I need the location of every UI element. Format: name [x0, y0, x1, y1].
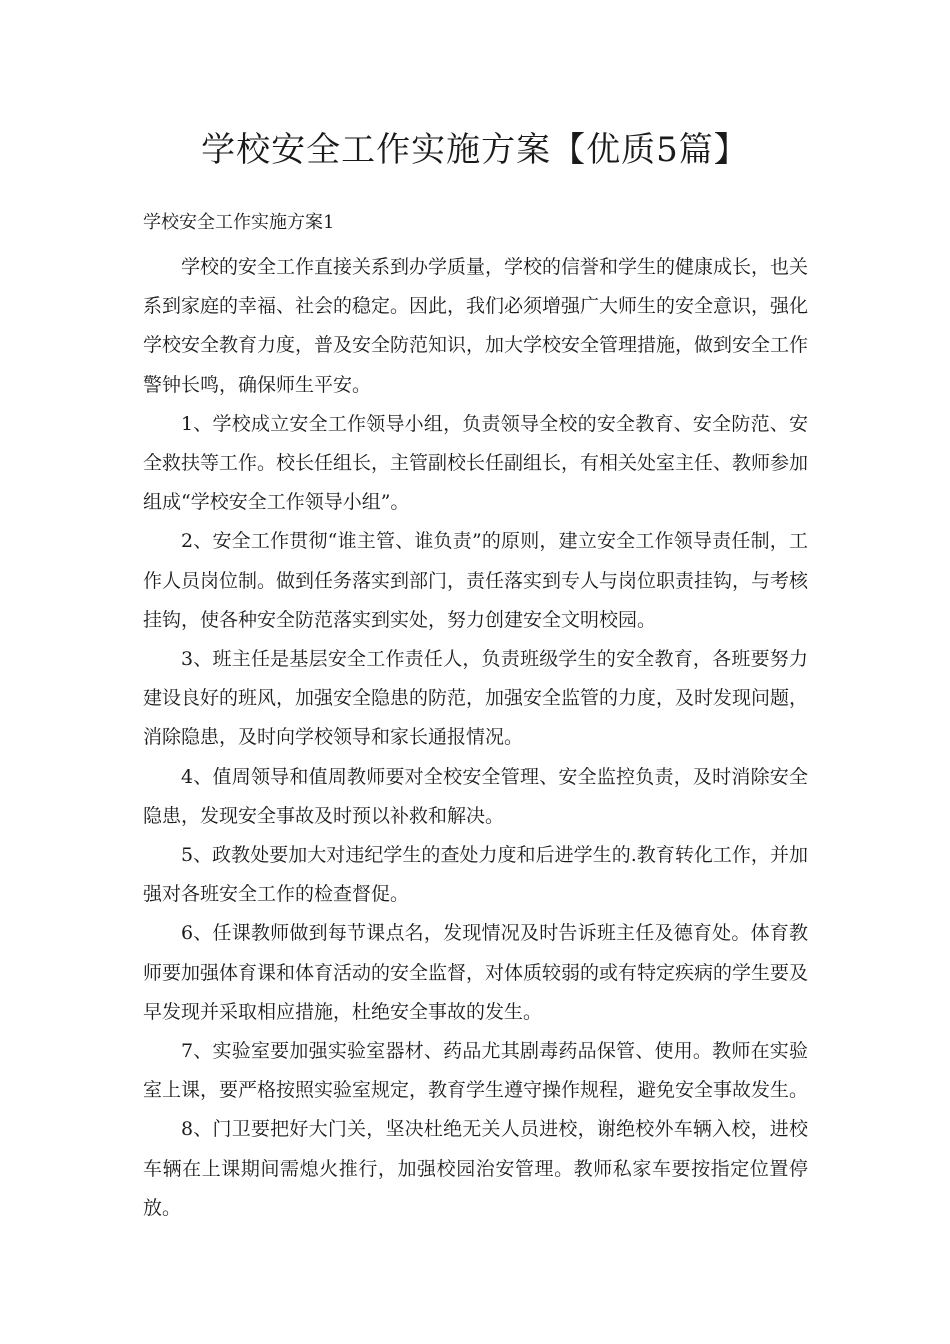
paragraph-item-8: 8、门卫要把好大门关，坚决杜绝无关人员进校，谢绝校外车辆入校，进校车辆在上课期间需熄火推行，加强校园治安管理。教师私家车要按指定位置停放。	[143, 1118, 808, 1219]
paragraph-item-5: 5、政教处要加大对违纪学生的查处力度和后进学生的.教育转化工作，并加强对各班安全工作的检查督促。	[143, 844, 808, 906]
paragraph-item-6: 6、任课教师做到每节课点名，发现情况及时告诉班主任及德育处。体育教师要加强体育课和体育活动的安全监督，对体质较弱的或有特定疾病的学生要及早发现并采取相应措施，杜绝安全事故的发生。	[143, 922, 809, 1023]
paragraph-item-1: 1、学校成立安全工作领导小组，负责领导全校的安全教育、安全防范、安全救扶等工作。校长任组长，主管副校长任副组长，有相关处室主任、教师参加组成“学校安全工作领导小组”。	[143, 412, 809, 514]
paragraph-item-2: 2、安全工作贯彻“谁主管、谁负责”的原则，建立安全工作领导责任制，工作人员岗位制。做到任务落实到部门，责任落实到专人与岗位职责挂钩，与考核挂钩，使各种安全防范落实到实处，努力创建安全文明校园。	[143, 530, 809, 631]
paragraph-item-3: 3、班主任是基层安全工作责任人，负责班级学生的安全教育，各班要努力建设良好的班风，加强安全隐患的防范，加强安全监管的力度，及时发现问题，消除隐患，及时向学校领导和家长通报情况。	[143, 648, 809, 749]
paragraph-item-7: 7、实验室要加强实验室器材、药品尤其剧毒药品保管、使用。教师在实验室上课，要严格按照实验室规定，教育学生遵守操作规程，避免安全事故发生。	[143, 1040, 809, 1102]
paragraph-item-4: 4、值周领导和值周教师要对全校安全管理、安全监控负责，及时消除安全隐患，发现安全事故及时预以补救和解决。	[143, 765, 808, 827]
document-body	[143, 248, 808, 1228]
intro-paragraph: 学校的安全工作直接关系到办学质量，学校的信誉和学生的健康成长，也关系到家庭的幸福、社会的稳定。因此，我们必须增强广大师生的安全意识，强化学校安全教育力度，普及安全防范知识，加大学校安全管理措施，做到安全工作警钟长鸣，确保师生平安。	[143, 256, 809, 396]
section-heading: 学校安全工作实施方案1	[143, 212, 335, 233]
document-title: 学校安全工作实施方案【优质5篇】	[201, 130, 749, 170]
